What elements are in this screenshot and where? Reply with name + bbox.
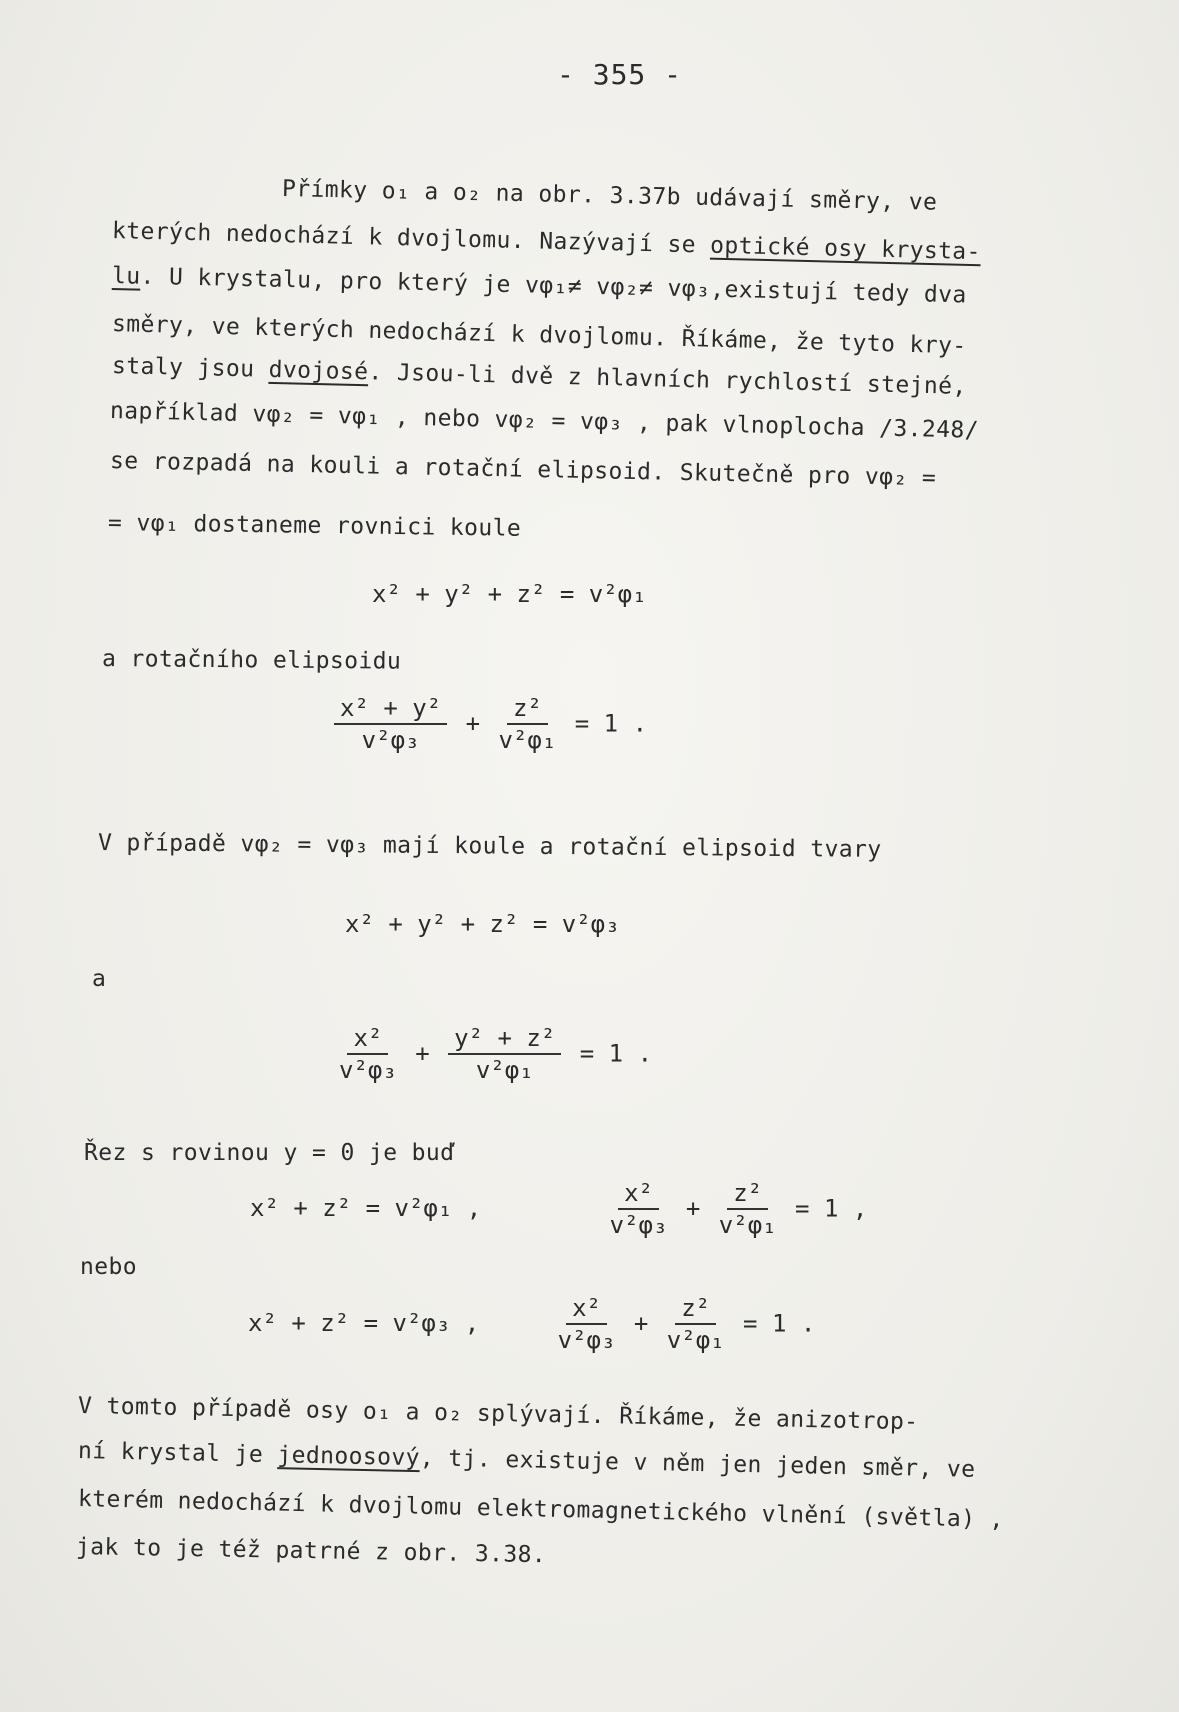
text-line: = vφ₁ dostaneme rovnici koule: [107, 510, 522, 542]
text-line: kterých nedochází k dvojlomu. Nazývají se optické osy krysta-: [111, 218, 982, 266]
text-line: a rotačního elipsoidu: [101, 646, 402, 675]
equation-ellipsoid-2: $\frac{\text{x²}}{\text{v²φ₃}}$ + $\frac{\text{y² + z²}}{\text{v²φ₁}}$ = 1 .: [339, 1024, 653, 1085]
text-line: například vφ₂ = vφ₁ , nebo vφ₂ = vφ₃ , pak vlnoplocha /3.248/: [109, 398, 980, 444]
text-line: směry, ve kterých nedochází k dvojlomu. Říkáme, že tyto kry-: [111, 311, 967, 360]
equation-sphere: x² + y² + z² = v²φ₁: [372, 580, 647, 608]
text-line: a: [92, 966, 107, 992]
equation-section-2: x² + z² = v²φ₃ , $\frac{\text{x²}}{\text{v²φ₃}}$ + $\frac{\text{z²}}{\text{v²φ₁}}$ = 1 .: [248, 1294, 816, 1355]
text-line: V případě vφ₂ = vφ₃ mají koule a rotační elipsoid tvary: [97, 830, 882, 863]
text-line: nebo: [80, 1254, 137, 1280]
text-line: V tomto případě osy o₁ a o₂ splývají. Říkáme, že anizotrop-: [77, 1393, 919, 1436]
text-line: Řez s rovinou y = 0 je buď: [84, 1140, 455, 1166]
text-line: jak to je též patrné z obr. 3.38.: [75, 1534, 547, 1569]
text-line: staly jsou dvojosé. Jsou-li dvě z hlavních rychlostí stejné,: [111, 353, 967, 400]
equation-ellipsoid-1: $\frac{\text{x² + y²}}{\text{v²φ₃}}$ + $\frac{\text{z²}}{\text{v²φ₁}}$ = 1 .: [330, 695, 647, 754]
text-line: Přímky o₁ a o₂ na obr. 3.37b udávají směry, ve: [281, 176, 938, 216]
text-line: ní krystal je jednoosový, tj. existuje v něm jen jeden směr, ve: [77, 1438, 976, 1483]
text-line: se rozpadá na kouli a rotační elipsoid. Skutečně pro vφ₂ =: [109, 448, 937, 492]
page-number: - 355 -: [557, 58, 683, 91]
text-line: lu. U krystalu, pro který je vφ₁≠ vφ₂≠ vφ₃,existují tedy dva: [111, 263, 967, 309]
equation-section-1: x² + z² = v²φ₁ , $\frac{\text{x²}}{\text{v²φ₃}}$ + $\frac{\text{z²}}{\text{v²φ₁}}$ = 1 ,: [250, 1179, 868, 1240]
equation-sphere-2: x² + y² + z² = v²φ₃: [345, 910, 620, 938]
text-line: kterém nedochází k dvojlomu elektromagnetického vlnění (světla) ,: [77, 1486, 1005, 1534]
